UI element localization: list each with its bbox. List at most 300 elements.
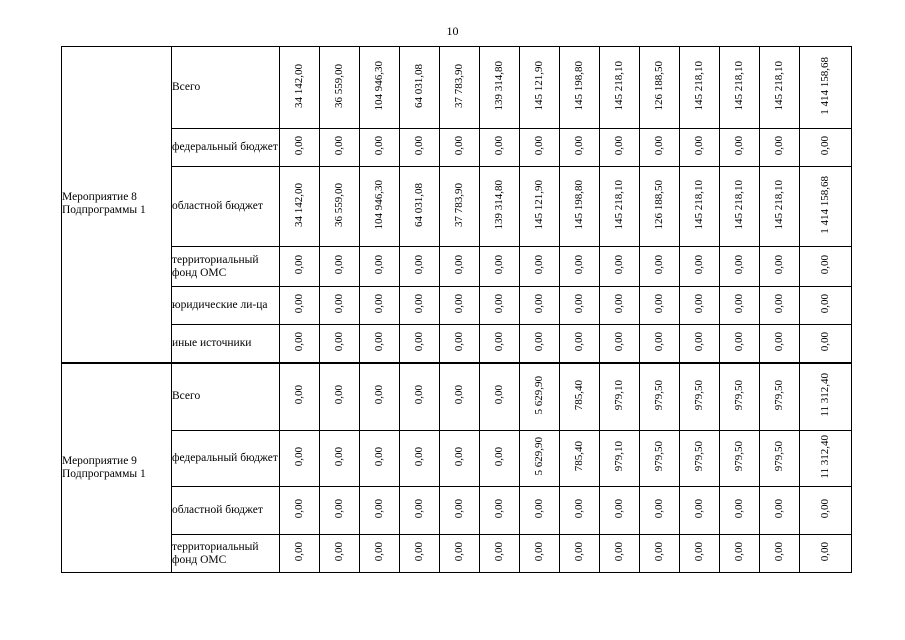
value-text: 145 198,80 [573, 179, 585, 230]
value-cell [280, 247, 320, 287]
value-cell [280, 129, 320, 167]
value-cell [800, 167, 852, 247]
table-row [62, 129, 852, 167]
value-cell [480, 129, 520, 167]
value-text: 0,00 [733, 254, 745, 275]
value-cell [600, 47, 640, 129]
value-cell [400, 431, 440, 487]
value-text: 0,00 [453, 293, 465, 314]
value-cell [760, 247, 800, 287]
value-text: 64 031,08 [413, 182, 425, 227]
value-cell [560, 287, 600, 325]
value-text: 104 946,30 [373, 179, 385, 230]
value-cell [560, 129, 600, 167]
value-text: 145 218,10 [773, 60, 785, 111]
measure-name [62, 47, 172, 363]
value-cell [280, 431, 320, 487]
value-text: 0,00 [733, 293, 745, 314]
value-text: 979,50 [773, 379, 785, 410]
value-text: 0,00 [733, 498, 745, 519]
value-cell [520, 487, 560, 535]
value-cell [480, 487, 520, 535]
value-text: 0,00 [533, 498, 545, 519]
table-row [62, 535, 852, 573]
value-cell [800, 325, 852, 363]
page-number: 10 [446, 24, 459, 38]
value-cell [760, 287, 800, 325]
value-cell [520, 47, 560, 129]
value-text: 0,00 [453, 331, 465, 351]
value-cell [440, 325, 480, 363]
value-cell [680, 431, 720, 487]
value-cell [680, 47, 720, 129]
value-text: 104 946,30 [373, 60, 385, 111]
value-cell [360, 535, 400, 573]
value-cell [440, 167, 480, 247]
value-text: 34 142,00 [293, 182, 305, 227]
value-cell [600, 363, 640, 431]
value-text: 0,00 [493, 385, 505, 405]
value-text: 0,00 [773, 254, 785, 275]
value-cell [520, 287, 560, 325]
value-cell [720, 287, 760, 325]
value-text: 0,00 [453, 135, 465, 156]
value-cell [400, 47, 440, 129]
value-text: 0,00 [493, 135, 505, 156]
value-text: 0,00 [373, 541, 385, 562]
value-cell [760, 535, 800, 573]
value-text: 0,00 [773, 135, 785, 156]
value-text: 979,50 [693, 379, 705, 410]
value-cell [520, 247, 560, 287]
value-text: 0,00 [373, 498, 385, 519]
value-cell [360, 47, 400, 129]
value-text: 0,00 [493, 331, 505, 351]
value-text: 0,00 [693, 331, 705, 351]
funding-source-label: юридические ли-ца [172, 287, 280, 325]
value-text: 0,00 [533, 331, 545, 351]
value-cell [720, 129, 760, 167]
value-text: 0,00 [573, 293, 585, 314]
measure-name [62, 363, 172, 573]
value-cell [440, 363, 480, 431]
value-cell [440, 535, 480, 573]
value-cell [720, 167, 760, 247]
value-cell [400, 535, 440, 573]
value-cell [480, 535, 520, 573]
value-text: 0,00 [293, 331, 305, 351]
value-text: 126 188,50 [653, 60, 665, 111]
value-cell [320, 487, 360, 535]
value-text: 0,00 [293, 498, 305, 519]
value-cell [280, 325, 320, 363]
value-cell [760, 47, 800, 129]
value-text: 0,00 [373, 293, 385, 314]
value-cell [520, 535, 560, 573]
table-row [62, 363, 852, 431]
value-text: 0,00 [573, 541, 585, 562]
value-cell [800, 247, 852, 287]
value-text: 0,00 [819, 254, 831, 275]
value-text: 64 031,08 [413, 63, 425, 108]
value-text: 0,00 [693, 293, 705, 314]
value-text: 0,00 [333, 331, 345, 351]
value-text: 36 559,00 [333, 182, 345, 227]
value-cell [400, 487, 440, 535]
value-cell [720, 487, 760, 535]
value-cell [360, 247, 400, 287]
value-text: 0,00 [493, 254, 505, 275]
value-cell [400, 129, 440, 167]
value-cell [640, 431, 680, 487]
value-text: 785,40 [573, 441, 585, 472]
value-cell [320, 535, 360, 573]
value-text: 0,00 [653, 293, 665, 314]
value-text: 0,00 [453, 385, 465, 405]
value-text: 0,00 [573, 498, 585, 519]
table-row [62, 287, 852, 325]
value-cell [640, 487, 680, 535]
value-text: 0,00 [373, 331, 385, 351]
value-cell [800, 535, 852, 573]
value-cell [400, 247, 440, 287]
value-text: 0,00 [293, 254, 305, 275]
value-cell [720, 431, 760, 487]
value-cell [360, 363, 400, 431]
value-text: 0,00 [413, 541, 425, 562]
value-text: 0,00 [493, 541, 505, 562]
value-cell [600, 167, 640, 247]
value-text: 979,10 [613, 379, 625, 410]
value-cell [440, 431, 480, 487]
value-text: 0,00 [819, 541, 831, 562]
value-cell [680, 325, 720, 363]
value-cell [360, 129, 400, 167]
value-cell [480, 363, 520, 431]
value-text: 0,00 [613, 498, 625, 519]
measure-title: Мероприятие 8 [62, 191, 137, 204]
value-text: 0,00 [413, 331, 425, 351]
value-cell [520, 363, 560, 431]
funding-source-label: Всего [172, 363, 280, 431]
value-text: 145 198,80 [573, 60, 585, 111]
value-text: 145 218,10 [693, 60, 705, 111]
value-cell [280, 47, 320, 129]
value-text: 0,00 [573, 331, 585, 351]
value-cell [440, 487, 480, 535]
value-text: 0,00 [733, 541, 745, 562]
measure-title: Мероприятие 9 [62, 454, 137, 467]
value-text: 0,00 [293, 541, 305, 562]
value-text: 0,00 [693, 254, 705, 275]
value-text: 0,00 [693, 498, 705, 519]
value-cell [480, 247, 520, 287]
value-text: 0,00 [773, 331, 785, 351]
value-cell [360, 287, 400, 325]
value-text: 145 218,10 [613, 179, 625, 230]
value-cell [400, 363, 440, 431]
value-cell [520, 167, 560, 247]
value-text: 0,00 [533, 254, 545, 275]
value-cell [560, 535, 600, 573]
value-cell [640, 129, 680, 167]
value-cell [280, 487, 320, 535]
value-cell [720, 47, 760, 129]
funding-source-label: областной бюджет [172, 487, 280, 535]
value-text: 0,00 [613, 254, 625, 275]
table-row [62, 47, 852, 129]
funding-source-label: федеральный бюджет [172, 431, 280, 487]
value-text: 0,00 [653, 254, 665, 275]
value-cell [440, 47, 480, 129]
value-cell [680, 363, 720, 431]
value-cell [480, 167, 520, 247]
value-text: 0,00 [493, 293, 505, 314]
value-cell [760, 325, 800, 363]
value-text: 0,00 [573, 135, 585, 156]
value-text: 0,00 [493, 498, 505, 519]
value-text: 0,00 [373, 446, 385, 467]
value-cell [440, 247, 480, 287]
value-text: 0,00 [293, 293, 305, 314]
value-text: 0,00 [533, 541, 545, 562]
table-row [62, 247, 852, 287]
value-cell [720, 325, 760, 363]
value-text: 5 629,90 [533, 437, 545, 476]
value-text: 0,00 [613, 541, 625, 562]
value-cell [320, 363, 360, 431]
value-cell [640, 535, 680, 573]
value-cell [320, 247, 360, 287]
value-text: 0,00 [373, 254, 385, 275]
value-text: 0,00 [413, 135, 425, 156]
value-cell [320, 287, 360, 325]
value-text: 0,00 [533, 135, 545, 156]
value-text: 0,00 [773, 541, 785, 562]
value-cell [720, 363, 760, 431]
value-text: 0,00 [333, 254, 345, 275]
value-text: 0,00 [413, 293, 425, 314]
value-text: 0,00 [819, 293, 831, 314]
value-text: 0,00 [333, 293, 345, 314]
value-cell [760, 167, 800, 247]
value-text: 0,00 [773, 498, 785, 519]
table-row [62, 167, 852, 247]
value-text: 0,00 [373, 135, 385, 156]
value-text: 145 121,90 [533, 60, 545, 111]
value-cell [680, 247, 720, 287]
value-cell [680, 167, 720, 247]
value-text: 0,00 [773, 293, 785, 314]
value-cell [480, 287, 520, 325]
value-cell [680, 129, 720, 167]
value-text: 0,00 [333, 385, 345, 405]
value-text: 0,00 [613, 293, 625, 314]
value-text: 0,00 [293, 135, 305, 156]
value-cell [800, 47, 852, 129]
value-cell [320, 167, 360, 247]
value-cell [800, 431, 852, 487]
value-text: 0,00 [493, 446, 505, 467]
funding-source-label: областной бюджет [172, 167, 280, 247]
value-text: 139 314,80 [493, 179, 505, 230]
value-cell [760, 487, 800, 535]
value-cell [360, 487, 400, 535]
value-cell [600, 325, 640, 363]
value-cell [560, 167, 600, 247]
value-text: 979,50 [733, 379, 745, 410]
value-cell [800, 287, 852, 325]
value-cell [400, 167, 440, 247]
value-text: 0,00 [819, 331, 831, 351]
value-cell [600, 487, 640, 535]
value-text: 0,00 [453, 254, 465, 275]
value-cell [320, 129, 360, 167]
funding-source-label: иные источники [172, 325, 280, 363]
value-cell [640, 325, 680, 363]
value-text: 37 783,90 [453, 182, 465, 227]
budget-table-body [62, 47, 852, 573]
value-text: 1 414 158,68 [819, 56, 831, 115]
value-cell [600, 535, 640, 573]
value-cell [360, 325, 400, 363]
value-text: 0,00 [333, 541, 345, 562]
value-cell [600, 431, 640, 487]
value-cell [360, 167, 400, 247]
value-cell [280, 363, 320, 431]
value-cell [280, 287, 320, 325]
value-text: 0,00 [573, 254, 585, 275]
value-text: 0,00 [413, 446, 425, 467]
value-cell [760, 363, 800, 431]
value-text: 0,00 [453, 446, 465, 467]
value-text: 145 218,10 [613, 60, 625, 111]
value-cell [320, 325, 360, 363]
value-text: 0,00 [453, 541, 465, 562]
value-text: 979,50 [693, 441, 705, 472]
value-cell [520, 129, 560, 167]
value-text: 0,00 [333, 498, 345, 519]
funding-source-label: территориальный фонд ОМС [172, 535, 280, 573]
value-cell [560, 363, 600, 431]
value-cell [720, 535, 760, 573]
value-cell [400, 325, 440, 363]
value-text: 34 142,00 [293, 63, 305, 108]
value-text: 145 218,10 [693, 179, 705, 230]
value-text: 11 312,40 [819, 372, 831, 417]
value-cell [640, 47, 680, 129]
value-text: 0,00 [293, 446, 305, 467]
table-row [62, 325, 852, 363]
value-cell [480, 325, 520, 363]
value-text: 0,00 [533, 293, 545, 314]
value-cell [600, 247, 640, 287]
measure-subtitle: Подпрограммы 1 [62, 467, 146, 480]
funding-source-label: Всего [172, 47, 280, 129]
value-text: 0,00 [733, 135, 745, 156]
measure-subtitle: Подпрограммы 1 [62, 204, 146, 217]
value-text: 0,00 [693, 541, 705, 562]
value-cell [320, 47, 360, 129]
value-text: 0,00 [373, 385, 385, 405]
value-text: 0,00 [653, 541, 665, 562]
value-text: 145 218,10 [733, 179, 745, 230]
value-cell [440, 287, 480, 325]
value-text: 979,50 [653, 441, 665, 472]
budget-table [61, 46, 852, 573]
value-cell [560, 247, 600, 287]
funding-source-label: федеральный бюджет [172, 129, 280, 167]
value-text: 979,50 [653, 379, 665, 410]
value-text: 5 629,90 [533, 375, 545, 414]
funding-source-label: территориальный фонд ОМС [172, 247, 280, 287]
value-text: 36 559,00 [333, 63, 345, 108]
value-text: 0,00 [819, 135, 831, 156]
value-text: 0,00 [293, 385, 305, 405]
value-cell [640, 363, 680, 431]
value-cell [800, 363, 852, 431]
value-cell [800, 487, 852, 535]
value-text: 0,00 [613, 135, 625, 156]
value-text: 0,00 [333, 135, 345, 156]
value-text: 145 218,10 [773, 179, 785, 230]
value-cell [800, 129, 852, 167]
value-text: 126 188,50 [653, 179, 665, 230]
value-cell [560, 325, 600, 363]
value-cell [720, 247, 760, 287]
value-text: 0,00 [333, 446, 345, 467]
value-text: 0,00 [613, 331, 625, 351]
value-cell [280, 535, 320, 573]
value-text: 139 314,80 [493, 60, 505, 111]
value-text: 785,40 [573, 379, 585, 410]
value-text: 145 121,90 [533, 179, 545, 230]
value-text: 0,00 [413, 385, 425, 405]
value-text: 11 312,40 [819, 434, 831, 479]
value-text: 979,50 [773, 441, 785, 472]
value-cell [640, 287, 680, 325]
value-cell [280, 167, 320, 247]
value-cell [640, 247, 680, 287]
value-text: 0,00 [653, 331, 665, 351]
value-cell [320, 431, 360, 487]
value-cell [480, 431, 520, 487]
value-text: 979,10 [613, 441, 625, 472]
value-cell [480, 47, 520, 129]
value-text: 0,00 [733, 331, 745, 351]
value-cell [760, 431, 800, 487]
value-cell [640, 167, 680, 247]
value-cell [360, 431, 400, 487]
value-text: 37 783,90 [453, 63, 465, 108]
table-row [62, 487, 852, 535]
value-text: 0,00 [693, 135, 705, 156]
value-cell [520, 325, 560, 363]
value-cell [560, 487, 600, 535]
value-cell [600, 129, 640, 167]
value-cell [520, 431, 560, 487]
table-row [62, 431, 852, 487]
value-cell [600, 287, 640, 325]
value-text: 0,00 [453, 498, 465, 519]
value-text: 0,00 [653, 135, 665, 156]
value-cell [400, 287, 440, 325]
value-text: 0,00 [819, 498, 831, 519]
value-text: 1 414 158,68 [819, 175, 831, 234]
value-text: 0,00 [413, 498, 425, 519]
value-text: 0,00 [413, 254, 425, 275]
value-cell [680, 535, 720, 573]
